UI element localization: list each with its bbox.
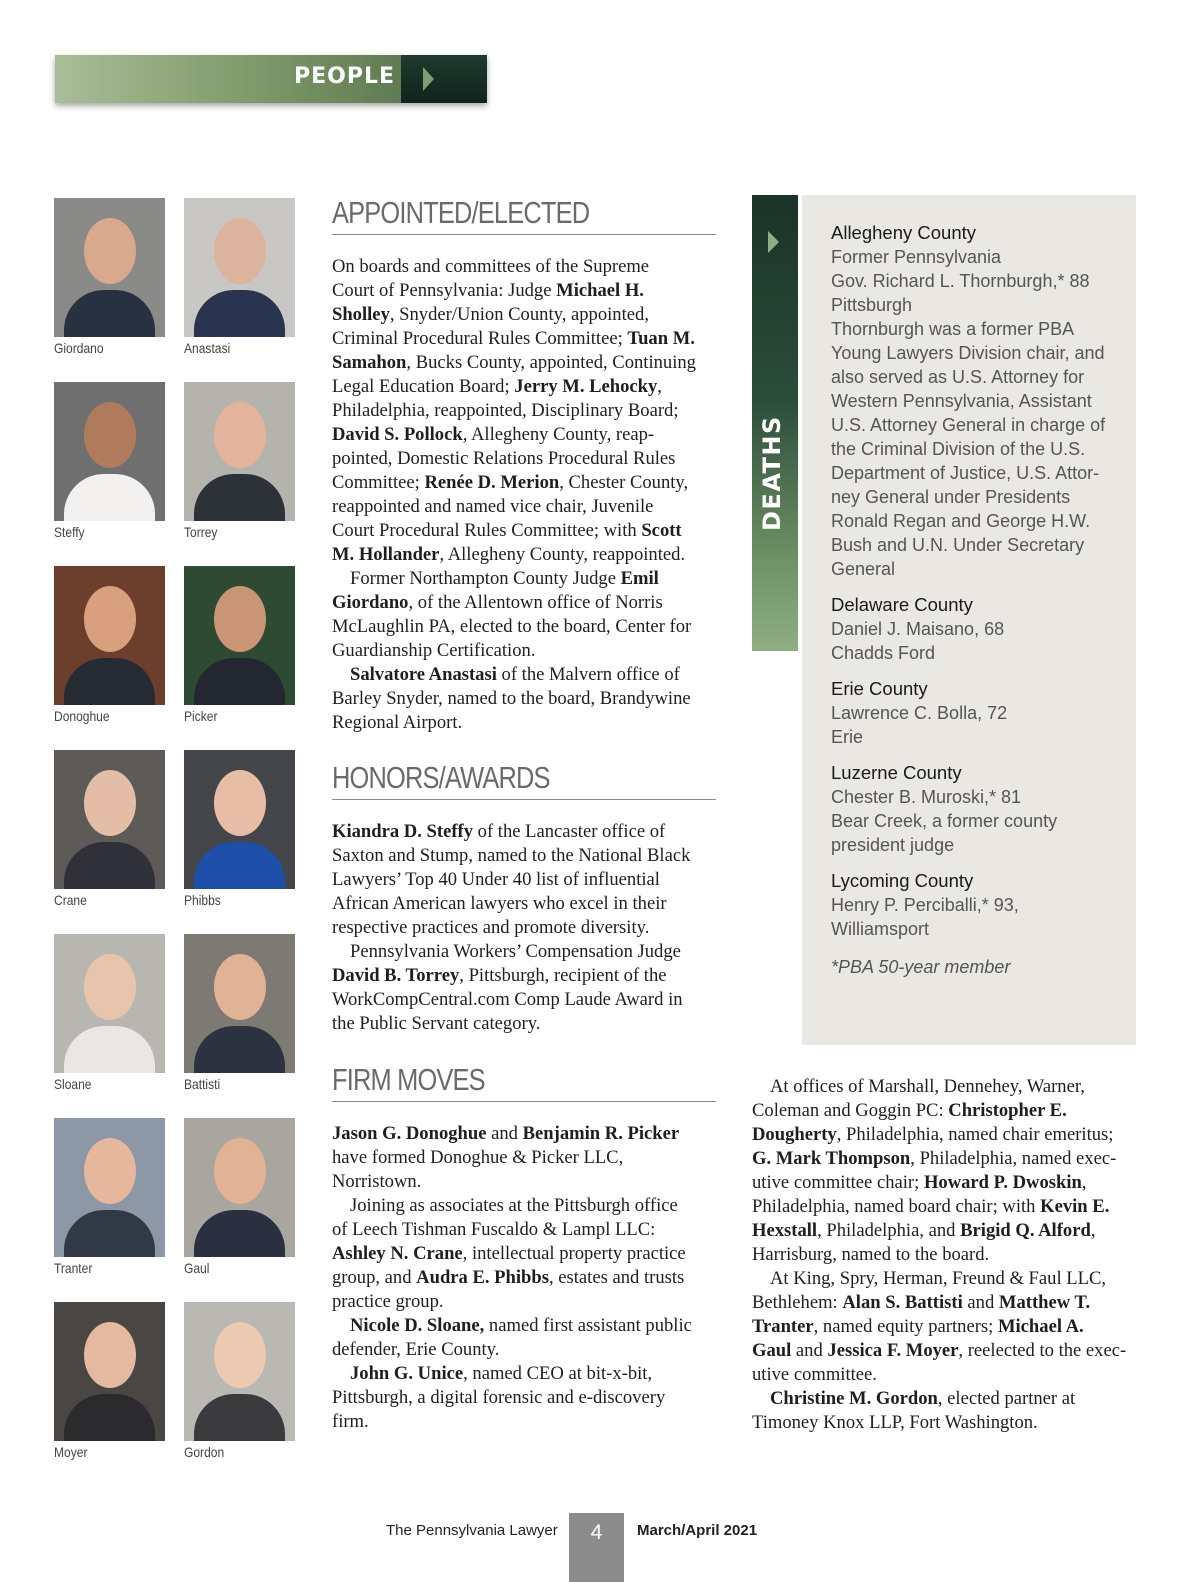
photo-face (214, 402, 266, 468)
photo-face (214, 770, 266, 836)
death-detail-line: Young Lawyers Division chair, and (831, 343, 1105, 363)
death-detail-line: U.S. Attorney General in charge of (831, 415, 1106, 435)
county-name: Luzerne County (831, 762, 962, 783)
text-line: Ashley N. Crane, intellectual property practice (332, 1243, 686, 1264)
text-line: Gaul and Jessica F. Moyer, reelected to the exec- (752, 1340, 1127, 1361)
person-name: Hexstall (752, 1220, 818, 1241)
county-name: Delaware County (831, 594, 973, 615)
death-detail-line: Henry P. Perciballi,* 93, (831, 895, 1019, 915)
honors-text (332, 820, 716, 1036)
deaths-tab (752, 195, 798, 651)
death-detail-line: Gov. Richard L. Thornburgh,* 88 (831, 271, 1090, 291)
deaths-list (831, 221, 1131, 979)
headshot-photo (54, 1118, 165, 1257)
death-detail-line: Chester B. Muroski,* 81 (831, 787, 1022, 807)
text-line: respective practices and promote diversity. (332, 917, 650, 938)
section-rule (332, 1101, 716, 1102)
firm-moves-text (332, 1122, 716, 1434)
death-detail-line: Department of Justice, U.S. Attor- (831, 463, 1100, 483)
photo-face (84, 1322, 136, 1388)
person-name: Scott (641, 520, 682, 541)
text-line: Former Northampton County Judge Emil (350, 568, 659, 589)
text-line: Legal Education Board; Jerry M. Lehocky, (332, 376, 662, 397)
text-line: Criminal Procedural Rules Committee; Tuan M. (332, 328, 695, 349)
section-rule (332, 799, 716, 800)
text-line: At King, Spry, Herman, Freund & Faul LLC, (770, 1268, 1107, 1289)
text-line: Court Procedural Rules Committee; with Scott (332, 520, 682, 541)
text-line: practice group. (332, 1291, 444, 1312)
death-detail-line: president judge (831, 835, 955, 855)
text-line: Salvatore Anastasi of the Malvern office of (350, 664, 680, 685)
person-name: Tuan M. (627, 328, 695, 349)
person-name: Brigid Q. Alford (960, 1220, 1091, 1241)
text-line: group, and Audra E. Phibbs, estates and trusts (332, 1267, 685, 1288)
banner-label: PEOPLE (293, 64, 395, 89)
person-name: Howard P. Dwoskin (923, 1172, 1082, 1193)
text-line: Timoney Knox LLP, Fort Washington. (752, 1412, 1038, 1433)
text-line: Tranter, named equity partners; Michael A. (752, 1316, 1084, 1337)
headshot-photo (184, 1118, 295, 1257)
death-detail-line: Erie (831, 727, 864, 747)
death-entry (831, 593, 1131, 665)
photo-face (84, 586, 136, 652)
banner-tail (401, 55, 487, 103)
headshot-photo (184, 1302, 295, 1441)
death-detail-line: General (831, 559, 896, 579)
death-detail-line: Former Pennsylvania (831, 247, 1002, 267)
text-line: Kiandra D. Steffy of the Lancaster office of (332, 821, 666, 842)
photo-face (84, 770, 136, 836)
footer-publication: The Pennsylvania Lawyer (386, 1522, 558, 1539)
text-line: Hexstall, Philadelphia, and Brigid Q. Alford, (752, 1220, 1096, 1241)
headshot-photo (184, 198, 295, 337)
photo-face (84, 218, 136, 284)
headshot-photo (54, 1302, 165, 1441)
county-name: Lycoming County (831, 870, 974, 891)
footnote: *PBA 50-year member (831, 957, 1011, 977)
headshot-photo (184, 566, 295, 705)
right-column-text (752, 1075, 1136, 1435)
person-name: Nicole D. Sloane, (350, 1315, 485, 1336)
person-name: Renée D. Merion (424, 472, 560, 493)
photo-caption: Torrey (184, 524, 218, 540)
text-line: G. Mark Thompson, Philadelphia, named exec- (752, 1148, 1117, 1169)
section-banner (55, 55, 487, 103)
person-name: Audra E. Phibbs (416, 1267, 549, 1288)
person-name: Michael A. (997, 1316, 1084, 1337)
text-line: Norristown. (332, 1171, 422, 1192)
text-line: Court of Pennsylvania: Judge Michael H. (332, 280, 644, 301)
headshot-photo (54, 750, 165, 889)
headshot-photo (184, 934, 295, 1073)
death-detail-line: Daniel J. Maisano, 68 (831, 619, 1005, 639)
person-name: Salvatore Anastasi (350, 664, 497, 685)
text-line: Lawyers’ Top 40 Under 40 list of influential (332, 869, 660, 890)
text-line: have formed Donoghue & Picker LLC, (332, 1147, 624, 1168)
person-name: Alan S. Battisti (842, 1292, 963, 1313)
person-name: M. Hollander (332, 544, 440, 565)
county-name: Allegheny County (831, 222, 977, 243)
footer-issue: March/April 2021 (637, 1522, 758, 1539)
photo-face (84, 954, 136, 1020)
person-name: Michael H. (556, 280, 644, 301)
photo-caption: Giordano (54, 340, 104, 356)
text-line: Pittsburgh, a digital forensic and e-discovery (332, 1387, 666, 1408)
death-detail-line: Pittsburgh (831, 295, 913, 315)
appointed-text (332, 255, 716, 735)
headshot-photo (54, 566, 165, 705)
person-name: Jessica F. Moyer (827, 1340, 959, 1361)
person-name: John G. Unice (350, 1363, 464, 1384)
photo-caption: Picker (184, 708, 218, 724)
person-name: Samahon (332, 352, 407, 373)
death-entry (831, 221, 1131, 581)
text-line: firm. (332, 1411, 369, 1432)
headshot-photo (184, 750, 295, 889)
text-line: of Leech Tishman Fuscaldo & Lampl LLC: (332, 1219, 656, 1240)
photo-caption: Steffy (54, 524, 85, 540)
text-line: On boards and committees of the Supreme (332, 256, 650, 277)
text-line: McLaughlin PA, elected to the board, Center for (332, 616, 692, 637)
footer-page-number: 4 (569, 1513, 624, 1582)
person-name: David S. Pollock (332, 424, 463, 445)
section-title-appointed: APPOINTED/ELECTED (332, 195, 590, 230)
chevron-right-icon (768, 231, 779, 253)
death-detail-line: Ronald Regan and George H.W. (831, 511, 1091, 531)
person-name: Dougherty (752, 1124, 837, 1145)
text-line: David S. Pollock, Allegheny County, reap- (332, 424, 655, 445)
person-name: David B. Torrey (332, 965, 460, 986)
death-detail-line: Lawrence C. Bolla, 72 (831, 703, 1008, 723)
person-name: G. Mark Thompson (752, 1148, 911, 1169)
person-name: Gaul (752, 1340, 792, 1361)
text-line: the Public Servant category. (332, 1013, 541, 1034)
photo-caption: Crane (54, 892, 87, 908)
photo-caption: Moyer (54, 1444, 88, 1460)
text-line: Sholley, Snyder/Union County, appointed, (332, 304, 649, 325)
section-title-firm-moves: FIRM MOVES (332, 1062, 485, 1097)
death-detail-line: Bush and U.N. Under Secretary (831, 535, 1085, 555)
photo-face (84, 1138, 136, 1204)
death-detail-line: Western Pennsylvania, Assistant (831, 391, 1092, 411)
person-name: Ashley N. Crane (332, 1243, 463, 1264)
death-entry (831, 869, 1131, 941)
photo-caption: Gaul (184, 1260, 210, 1276)
death-detail-line: Bear Creek, a former county (831, 811, 1058, 831)
person-name: Giordano (332, 592, 409, 613)
photo-face (84, 402, 136, 468)
text-line: Giordano, of the Allentown office of Norris (332, 592, 663, 613)
photo-caption: Donoghue (54, 708, 110, 724)
person-name: Jerry M. Lehocky (514, 376, 658, 397)
text-line: Guardianship Certification. (332, 640, 536, 661)
text-line: Regional Airport. (332, 712, 463, 733)
death-detail-line: ney General under Presidents (831, 487, 1071, 507)
text-line: Coleman and Goggin PC: Christopher E. (752, 1100, 1067, 1121)
text-line: David B. Torrey, Pittsburgh, recipient of the (332, 965, 667, 986)
person-name: Jason G. Donoghue (332, 1123, 487, 1144)
person-name: Tranter (752, 1316, 814, 1337)
headshot-photo (54, 198, 165, 337)
person-name: Matthew T. (998, 1292, 1091, 1313)
death-entry (831, 677, 1131, 749)
death-detail-line: the Criminal Division of the U.S. (831, 439, 1086, 459)
text-line: Christine M. Gordon, elected partner at (770, 1388, 1076, 1409)
text-line: John G. Unice, named CEO at bit-x-bit, (350, 1363, 653, 1384)
text-line: Samahon, Bucks County, appointed, Continuing (332, 352, 696, 373)
photo-face (214, 1138, 266, 1204)
text-line: Philadelphia, reappointed, Disciplinary Board; (332, 400, 679, 421)
photo-caption: Battisti (184, 1076, 221, 1092)
photo-face (214, 1322, 266, 1388)
chevron-right-icon (423, 67, 434, 91)
person-name: Christopher E. (948, 1100, 1067, 1121)
text-line: Saxton and Stump, named to the National Black (332, 845, 691, 866)
headshot-photo (54, 934, 165, 1073)
text-line: Philadelphia, named board chair; with Kevin E. (752, 1196, 1110, 1217)
section-title-honors: HONORS/AWARDS (332, 760, 550, 795)
county-name: Erie County (831, 678, 928, 699)
text-line: Dougherty, Philadelphia, named chair emeritus; (752, 1124, 1114, 1145)
person-name: Christine M. Gordon (770, 1388, 938, 1409)
death-detail-line: Thornburgh was a former PBA (831, 319, 1075, 339)
text-line: Bethlehem: Alan S. Battisti and Matthew T. (752, 1292, 1091, 1313)
text-line: Committee; Renée D. Merion, Chester County, (332, 472, 689, 493)
headshot-photo (54, 382, 165, 521)
death-detail-line: Williamsport (831, 919, 930, 939)
text-line: defender, Erie County. (332, 1339, 500, 1360)
photo-caption: Phibbs (184, 892, 221, 908)
headshot-photo (184, 382, 295, 521)
section-rule (332, 234, 716, 235)
text-line: utive committee chair; Howard P. Dwoskin, (752, 1172, 1087, 1193)
photo-caption: Tranter (54, 1260, 93, 1276)
photo-caption: Gordon (184, 1444, 225, 1460)
photo-face (214, 218, 266, 284)
text-line: Pennsylvania Workers’ Compensation Judge (350, 941, 681, 962)
text-line: Harrisburg, named to the board. (752, 1244, 990, 1265)
text-line: At offices of Marshall, Dennehey, Warner, (770, 1076, 1085, 1097)
person-name: Sholley (332, 304, 390, 325)
death-detail-line: also served as U.S. Attorney for (831, 367, 1085, 387)
text-line: utive committee. (752, 1364, 877, 1385)
photo-caption: Sloane (54, 1076, 92, 1092)
photo-face (214, 954, 266, 1020)
text-line: reappointed and named vice chair, Juvenile (332, 496, 654, 517)
text-line: pointed, Domestic Relations Procedural Rules (332, 448, 676, 469)
death-detail-line: Chadds Ford (831, 643, 936, 663)
text-line: African American lawyers who excel in their (332, 893, 667, 914)
person-name: Emil (620, 568, 659, 589)
text-line: WorkCompCentral.com Comp Laude Award in (332, 989, 683, 1010)
photo-caption: Anastasi (184, 340, 231, 356)
person-name: Kevin E. (1040, 1196, 1110, 1217)
death-entry (831, 761, 1131, 857)
text-line: M. Hollander, Allegheny County, reappointed. (332, 544, 686, 565)
text-line: Barley Snyder, named to the board, Brandywine (332, 688, 691, 709)
person-name: Benjamin R. Picker (522, 1123, 680, 1144)
photo-face (214, 586, 266, 652)
text-line: Jason G. Donoghue and Benjamin R. Picker (332, 1123, 680, 1144)
person-name: Kiandra D. Steffy (332, 821, 473, 842)
text-line: Nicole D. Sloane, named first assistant public (350, 1315, 692, 1336)
deaths-tab-label: DEATHS (758, 415, 786, 531)
text-line: Joining as associates at the Pittsburgh office (350, 1195, 678, 1216)
